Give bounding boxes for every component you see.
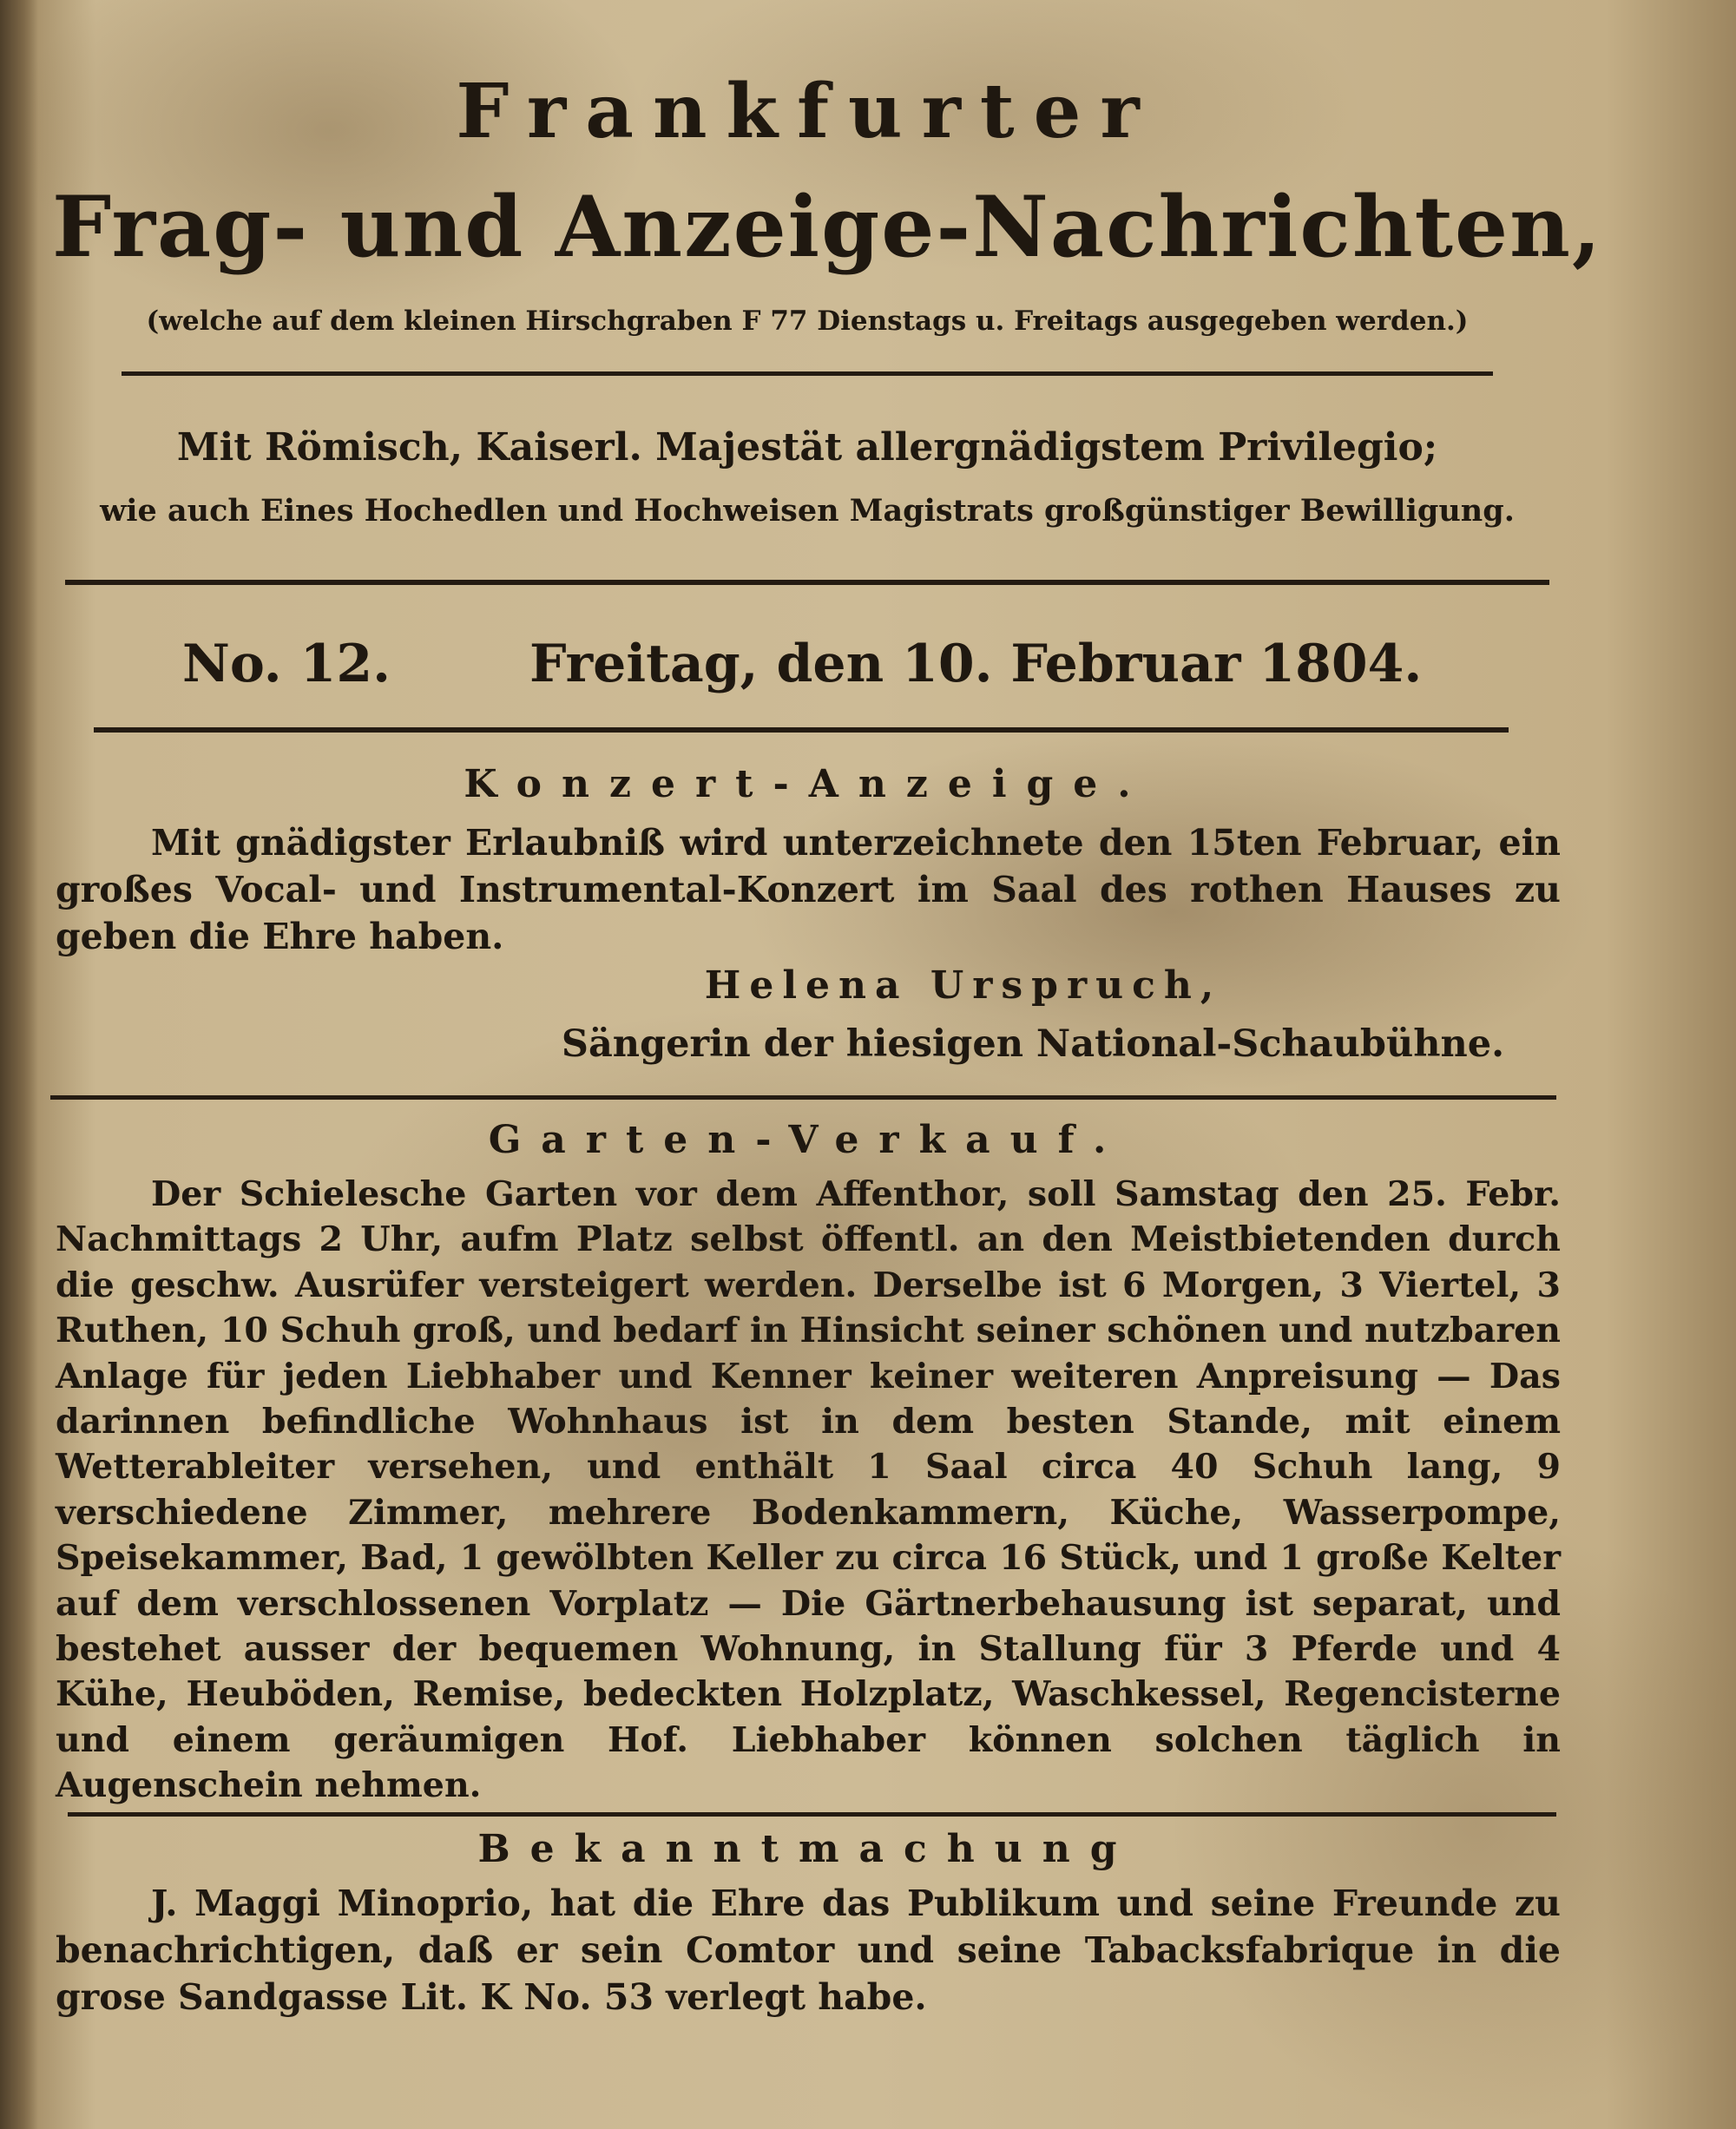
privilege-line-1: Mit Römisch, Kaiserl. Majestät allergnädigstem Privilegio; bbox=[176, 425, 1438, 470]
concert-signature-name: Helena Urspruch, bbox=[704, 963, 1223, 1008]
masthead-issued-note: (welche auf dem kleinen Hirschgraben F 77 Dienstags u. Freitags ausgegeben werden.) bbox=[146, 306, 1469, 337]
rule-under-masthead bbox=[122, 371, 1493, 376]
masthead-city: Frankfurter bbox=[456, 68, 1159, 155]
announcement-heading: Bekanntmachung bbox=[477, 1827, 1137, 1871]
announcement-body: J. Maggi Minoprio, hat die Ehre das Publikum und seine Freunde zu benachrichtigen, daß er sein Comtor und seine Tabacksfabrique in die grose Sandgasse Lit. K No. 53 verlegt habe. bbox=[56, 1883, 1561, 2018]
masthead-title: Frag- und Anzeige-Nachrichten, bbox=[52, 178, 1603, 276]
rule-under-concert bbox=[50, 1095, 1556, 1100]
rule-under-garden bbox=[68, 1812, 1556, 1817]
garden-heading: Garten-Verkauf. bbox=[488, 1118, 1127, 1162]
issue-number: No. 12. bbox=[182, 634, 391, 694]
garden-body: Der Schielesche Garten vor dem Affenthor, soll Samstag den 25. Febr. Nachmittags 2 Uhr, aufm Platz selbst öffentl. an den Meistbietenden durch die geschw. Ausrüfer versteigert werden. Derselbe ist 6 Morgen, 3 Viertel, 3 Ruthen, 10 Schuh groß, und bedarf in Hinsicht seiner schönen und nutzbaren Anlage für jeden Liebhaber und Kenner keiner weiteren Anpreisung — Das darinnen befindliche Wohnhaus ist in dem besten Stande, mit einem Wetterableiter versehen, und enthält 1 Saal circa 40 Schuh lang, 9 verschiedene Zimmer, mehrere Bodenkammern, Küche, Wasserpompe, Speisekammer, Bad, 1 gewölbten Keller zu circa 16 Stück, und 1 große Kelter auf dem verschlossenen Vorplatz — Die Gärtnerbehausung ist separat, und bestehet ausser der bequemen Wohnung, in Stallung für 3 Pferde und 4 Kühe, Heuböden, Remise, bedeckten Holzplatz, Waschkessel, Regencisterne und einem geräumigen Hof. Liebhaber können solchen täglich in Augenschein nehmen. bbox=[56, 1174, 1561, 1806]
rule-under-issue bbox=[94, 727, 1509, 733]
concert-heading: Konzert-Anzeige. bbox=[464, 762, 1151, 806]
issue-line bbox=[61, 634, 1536, 703]
binding-gutter bbox=[0, 0, 38, 2129]
privilege-line-2: wie auch Eines Hochedlen und Hochweisen Magistrats großgünstiger Bewilligung. bbox=[100, 493, 1515, 529]
rule-under-privilege bbox=[65, 580, 1549, 585]
concert-signature-role: Sängerin der hiesigen National-Schaubühne. bbox=[561, 1022, 1505, 1066]
issue-date: Freitag, den 10. Februar 1804. bbox=[529, 634, 1423, 694]
concert-body: Mit gnädigster Erlaubniß wird unterzeichnete den 15ten Februar, ein großes Vocal- und Instrumental-Konzert im Saal des rothen Hauses zu geben die Ehre haben. bbox=[56, 822, 1561, 957]
